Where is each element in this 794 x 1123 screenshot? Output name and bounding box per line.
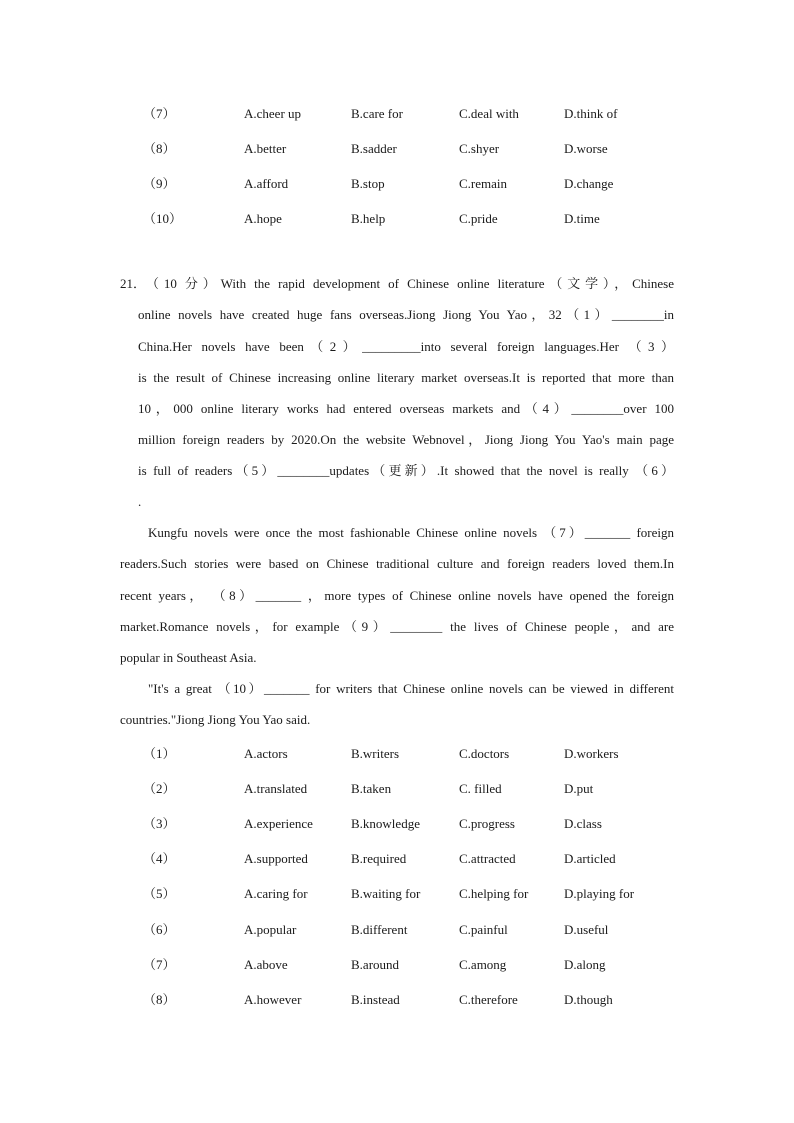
- option-number: （6）: [143, 922, 176, 937]
- option-c: C.among: [459, 957, 507, 972]
- option-row-7: [0, 104, 794, 124]
- option-a: A.caring for: [244, 886, 308, 901]
- passage-line: countries."Jiong Jiong You Yao said.: [120, 712, 311, 727]
- option-b: B.help: [351, 211, 386, 226]
- option-d: D.class: [564, 816, 602, 831]
- option-a: A.afford: [244, 176, 289, 191]
- passage-line: readers.Such stories were based on Chinese traditional culture and foreign readers loved them.In: [120, 556, 674, 571]
- passage-line: 10，000 online literary works had entered overseas markets and（4）________over 100: [138, 401, 674, 416]
- passage-line: market.Romance novels，for example（9）________ the lives of Chinese people，and are: [120, 619, 674, 634]
- option-a: A.supported: [244, 851, 308, 866]
- passage-line: is full of readers（5）________updates（更新）.It showed that the novel is really （6）: [138, 463, 674, 478]
- option-a: A.however: [244, 992, 302, 1007]
- option-a: A.experience: [244, 816, 313, 831]
- passage-line: million foreign readers by 2020.On the website Webnovel，Jiong Jiong You Yao's main page: [138, 432, 674, 447]
- option-c: C.painful: [459, 922, 508, 937]
- option-c: C.helping for: [459, 886, 529, 901]
- option-d: D.workers: [564, 746, 619, 761]
- option-a: A.above: [244, 957, 288, 972]
- passage-line: （10 分）With the rapid development of Chinese online literature（文学），Chinese: [146, 276, 674, 291]
- option-a: A.hope: [244, 211, 282, 226]
- option-number: （4）: [143, 851, 176, 866]
- option-d: D.time: [564, 211, 600, 226]
- option-b: B.sadder: [351, 141, 397, 156]
- option-row-10: [0, 209, 794, 229]
- passage-line: "It's a great （10）_______ for writers that Chinese online novels can be viewed in different: [148, 681, 674, 696]
- option-d: D.useful: [564, 922, 609, 937]
- option-b: B.writers: [351, 746, 400, 761]
- option-c: C.deal with: [459, 106, 519, 121]
- option-number: （8）: [143, 992, 176, 1007]
- option-row-8: [0, 990, 794, 1010]
- passage-line: popular in Southeast Asia.: [120, 650, 257, 665]
- passage-line: online novels have created huge fans overseas.Jiong Jiong You Yao，32（1）________in: [138, 307, 674, 322]
- option-a: A.actors: [244, 746, 288, 761]
- option-d: D.put: [564, 781, 594, 796]
- option-row-9: [0, 174, 794, 194]
- option-c: C.shyer: [459, 141, 500, 156]
- option-number: （10）: [143, 211, 183, 226]
- option-b: B.waiting for: [351, 886, 421, 901]
- option-d: D.change: [564, 176, 614, 191]
- option-number: （1）: [143, 746, 176, 761]
- option-b: B.different: [351, 922, 408, 937]
- option-c: C. filled: [459, 781, 502, 796]
- option-d: D.playing for: [564, 886, 635, 901]
- option-number: （2）: [143, 781, 176, 796]
- option-number: （7）: [143, 957, 176, 972]
- option-a: A.better: [244, 141, 287, 156]
- option-b: B.taken: [351, 781, 392, 796]
- option-d: D.think of: [564, 106, 618, 121]
- option-b: B.around: [351, 957, 400, 972]
- passage-line: is the result of Chinese increasing online literary market overseas.It is reported that more than: [138, 370, 674, 385]
- option-d: D.articled: [564, 851, 616, 866]
- passage-line: .: [138, 494, 142, 509]
- option-row-7: [0, 955, 794, 975]
- option-number: （9）: [143, 176, 176, 191]
- option-row-8: [0, 139, 794, 159]
- option-a: A.cheer up: [244, 106, 302, 121]
- option-d: D.along: [564, 957, 606, 972]
- option-b: B.stop: [351, 176, 385, 191]
- option-b: B.care for: [351, 106, 403, 121]
- option-row-2: [0, 779, 794, 799]
- option-b: B.required: [351, 851, 407, 866]
- option-d: D.worse: [564, 141, 608, 156]
- option-c: C.attracted: [459, 851, 516, 866]
- question-number: 21．: [120, 276, 147, 291]
- option-number: （5）: [143, 886, 176, 901]
- option-row-5: [0, 884, 794, 904]
- option-a: A.translated: [244, 781, 308, 796]
- option-b: B.knowledge: [351, 816, 420, 831]
- option-b: B.instead: [351, 992, 400, 1007]
- option-d: D.though: [564, 992, 613, 1007]
- option-row-1: [0, 744, 794, 764]
- option-c: C.progress: [459, 816, 515, 831]
- option-a: A.popular: [244, 922, 297, 937]
- option-number: （3）: [143, 816, 176, 831]
- passage-line: Kungfu novels were once the most fashionable Chinese online novels （7）_______ foreign: [148, 525, 674, 540]
- option-c: C.doctors: [459, 746, 510, 761]
- option-number: （8）: [143, 141, 176, 156]
- option-number: （7）: [143, 106, 176, 121]
- option-c: C.therefore: [459, 992, 518, 1007]
- option-row-3: [0, 814, 794, 834]
- option-c: C.remain: [459, 176, 508, 191]
- option-row-6: [0, 920, 794, 940]
- passage-line: recent years， （8）_______ ，more types of Chinese online novels have opened the foreign: [120, 588, 674, 603]
- passage-line: China.Her novels have been（2）_________into several foreign languages.Her （3）: [138, 339, 674, 354]
- option-c: C.pride: [459, 211, 498, 226]
- option-row-4: [0, 849, 794, 869]
